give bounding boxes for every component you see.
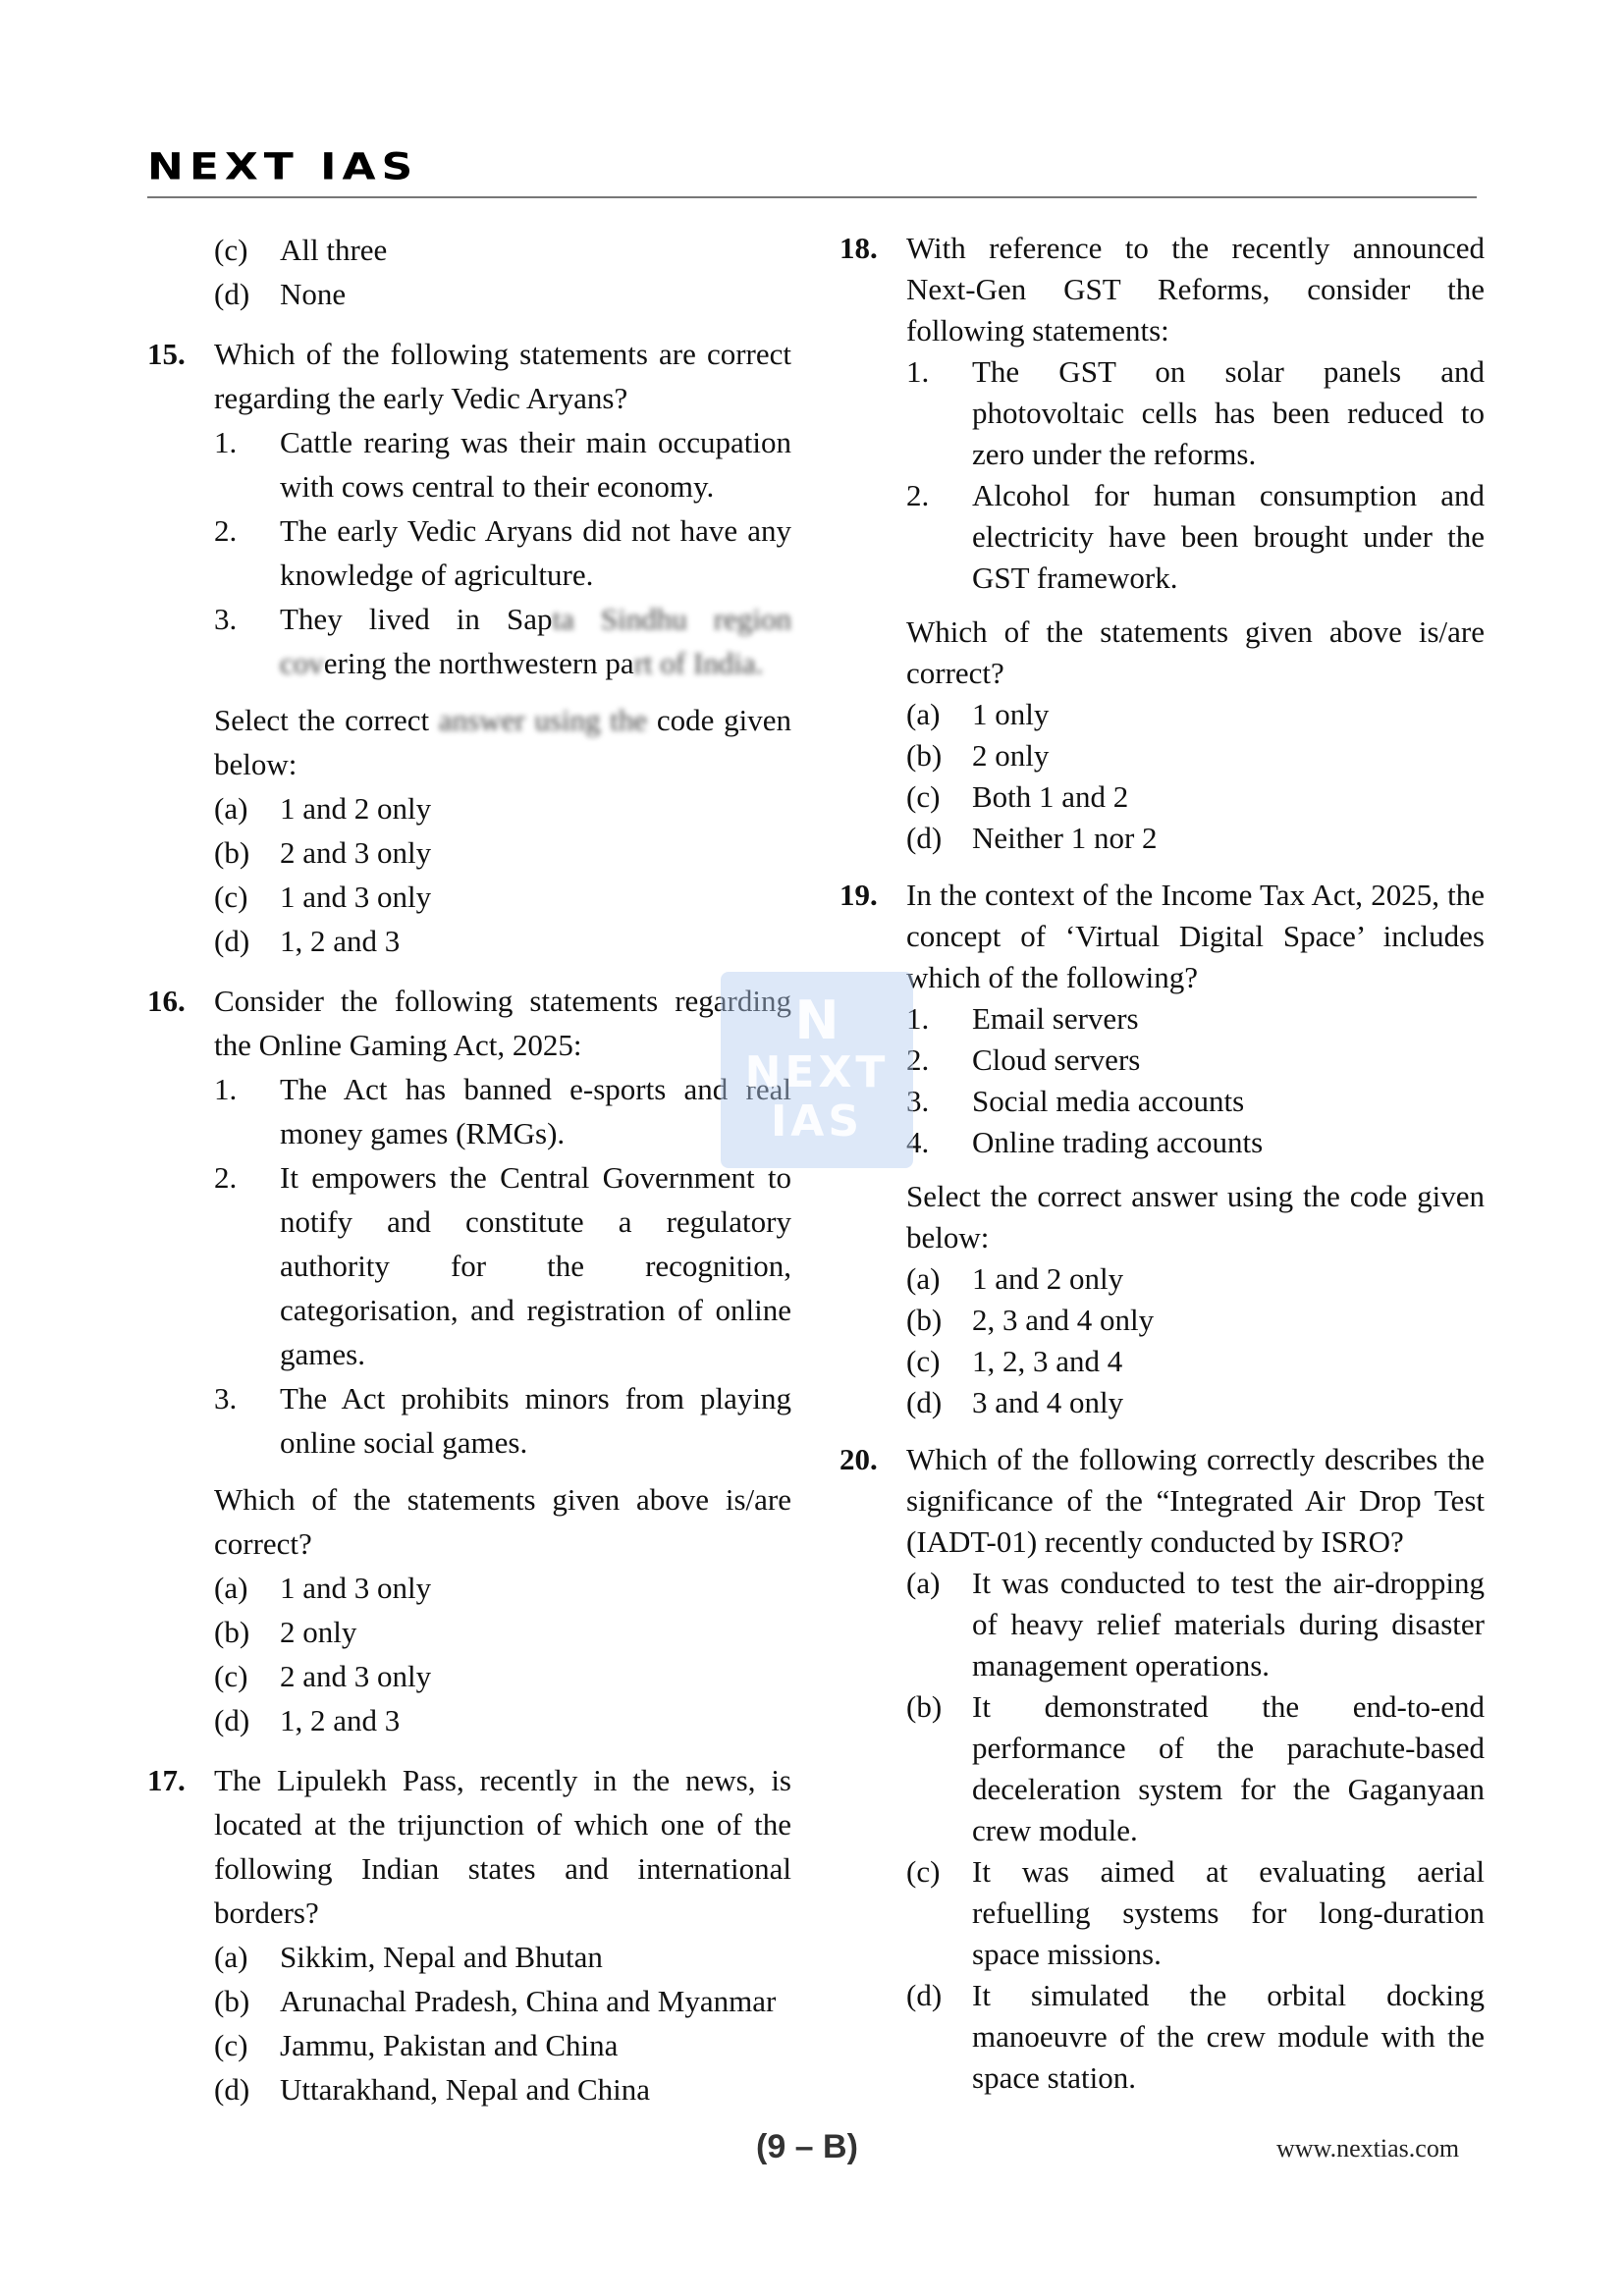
statement: 2. The early Vedic Aryans did not have any knowledge of agriculture. (214, 513, 791, 592)
brand-logo: NEXT IAS (147, 145, 419, 188)
question-number: 19. (839, 878, 878, 912)
option: (d) 1, 2 and 3 (214, 924, 401, 958)
option: (c) 1 and 3 only (214, 880, 432, 914)
option: (b) 2 only (906, 738, 1050, 773)
blurred-text: rt of India. (633, 646, 764, 680)
question-17 (147, 1758, 791, 2111)
statement: 4. Online trading accounts (906, 1125, 1264, 1159)
statement: 1. The Act has banned e-sports and real money games (RMGs). (214, 1072, 791, 1150)
question-stem: Which of the following correctly describes the significance of the “Integrated Air Drop Test (IADT-01) recently conducted by ISRO? (906, 1442, 1485, 1559)
question-stem: In the context of the Income Tax Act, 2025, the concept of ‘Virtual Digital Space’ includes which of the following? (906, 878, 1485, 994)
option: (d) 3 and 4 only (906, 1385, 1124, 1419)
option: (d) 1, 2 and 3 (214, 1703, 401, 1737)
question-number: 20. (839, 1442, 878, 1476)
option: (c) 1, 2, 3 and 4 (906, 1344, 1123, 1378)
question-20 (839, 1439, 1485, 2099)
statement: 1. Email servers (906, 1001, 1139, 1036)
right-column (839, 228, 1485, 2099)
question-15 (147, 332, 791, 963)
option: (b) 2 only (214, 1615, 357, 1649)
statement: 2. Alcohol for human consumption and electricity have been brought under the GST framework. (906, 478, 1485, 595)
option: (b) 2, 3 and 4 only (906, 1303, 1155, 1337)
option: (c) It was aimed at evaluating aerial refuelling systems for long-duration space missions. (906, 1854, 1485, 1971)
option: (b) 2 and 3 only (214, 835, 432, 870)
statement: 3. The Act prohibits minors from playing online social games. (214, 1381, 791, 1460)
option: (c) Both 1 and 2 (906, 779, 1129, 814)
option: (d) Neither 1 nor 2 (906, 821, 1158, 855)
question-number: 16. (147, 984, 186, 1018)
question-19 (839, 875, 1485, 1423)
option: (a) It was conducted to test the air-dropping of heavy relief materials during disaster management operations. (906, 1566, 1485, 1682)
question-stem: The Lipulekh Pass, recently in the news, is located at the trijunction of which one of the following Indian states and international borders? (214, 1763, 791, 1930)
question-stem: Which of the following statements are correct regarding the early Vedic Aryans? (214, 337, 791, 415)
option: (b) Arunachal Pradesh, China and Myanmar (214, 1984, 777, 2018)
blurred-text: ta Sindhu region cov (280, 602, 792, 680)
option: (d) It simulated the orbital docking manoeuvre of the crew module with the space station. (906, 1978, 1485, 2095)
option: (a) 1 and 2 only (906, 1261, 1124, 1296)
statement: 3. They lived in Sapta Sindhu region covering the northwestern part of India. (214, 602, 792, 680)
question-number: 15. (147, 337, 186, 371)
question-instruction: Which of the statements given above is/are correct? (214, 1482, 791, 1561)
option: (c) All three (214, 233, 388, 267)
statement: 3. Social media accounts (906, 1084, 1245, 1118)
option: (a) 1 only (906, 697, 1050, 731)
option: (d) None (214, 277, 347, 311)
question-stem: With reference to the recently announced Next-Gen GST Reforms, consider the following statements: (906, 231, 1485, 347)
option: (c) 2 and 3 only (214, 1659, 432, 1693)
option: (a) 1 and 2 only (214, 791, 432, 826)
page-number: (9 – B) (756, 2128, 858, 2165)
statement: 1. Cattle rearing was their main occupation with cows central to their economy. (214, 425, 791, 504)
question-instruction: Select the correct answer using the code given below: (214, 703, 792, 781)
question-number: 18. (839, 231, 878, 265)
question-18 (839, 228, 1485, 859)
question-14-tail (147, 228, 791, 316)
header-divider (147, 196, 1477, 198)
statement: 2. It empowers the Central Government to notify and constitute a regulatory authority for the recognition, categorisation, and registration of online games. (214, 1160, 791, 1371)
question-number: 17. (147, 1763, 186, 1797)
question-instruction: Which of the statements given above is/are correct? (906, 614, 1485, 690)
blurred-text: answer using the (438, 703, 648, 737)
left-column (147, 228, 791, 2111)
question-stem: Consider the following statements regarding the Online Gaming Act, 2025: (214, 984, 791, 1062)
option: (c) Jammu, Pakistan and China (214, 2028, 619, 2062)
question-16 (147, 979, 791, 1742)
option: (b) It demonstrated the end-to-end performance of the parachute-based deceleration system for the Gaganyaan crew module. (906, 1689, 1485, 1847)
question-instruction: Select the correct answer using the code given below: (906, 1179, 1485, 1255)
option: (a) Sikkim, Nepal and Bhutan (214, 1940, 603, 1974)
watermark-logo: N NEXT IAS (721, 972, 913, 1168)
website-url: www.nextias.com (1276, 2134, 1460, 2163)
option: (a) 1 and 3 only (214, 1571, 432, 1605)
statement: 2. Cloud servers (906, 1042, 1141, 1077)
statement: 1. The GST on solar panels and photovoltaic cells has been reduced to zero under the reforms. (906, 354, 1485, 471)
option: (d) Uttarakhand, Nepal and China (214, 2072, 651, 2107)
